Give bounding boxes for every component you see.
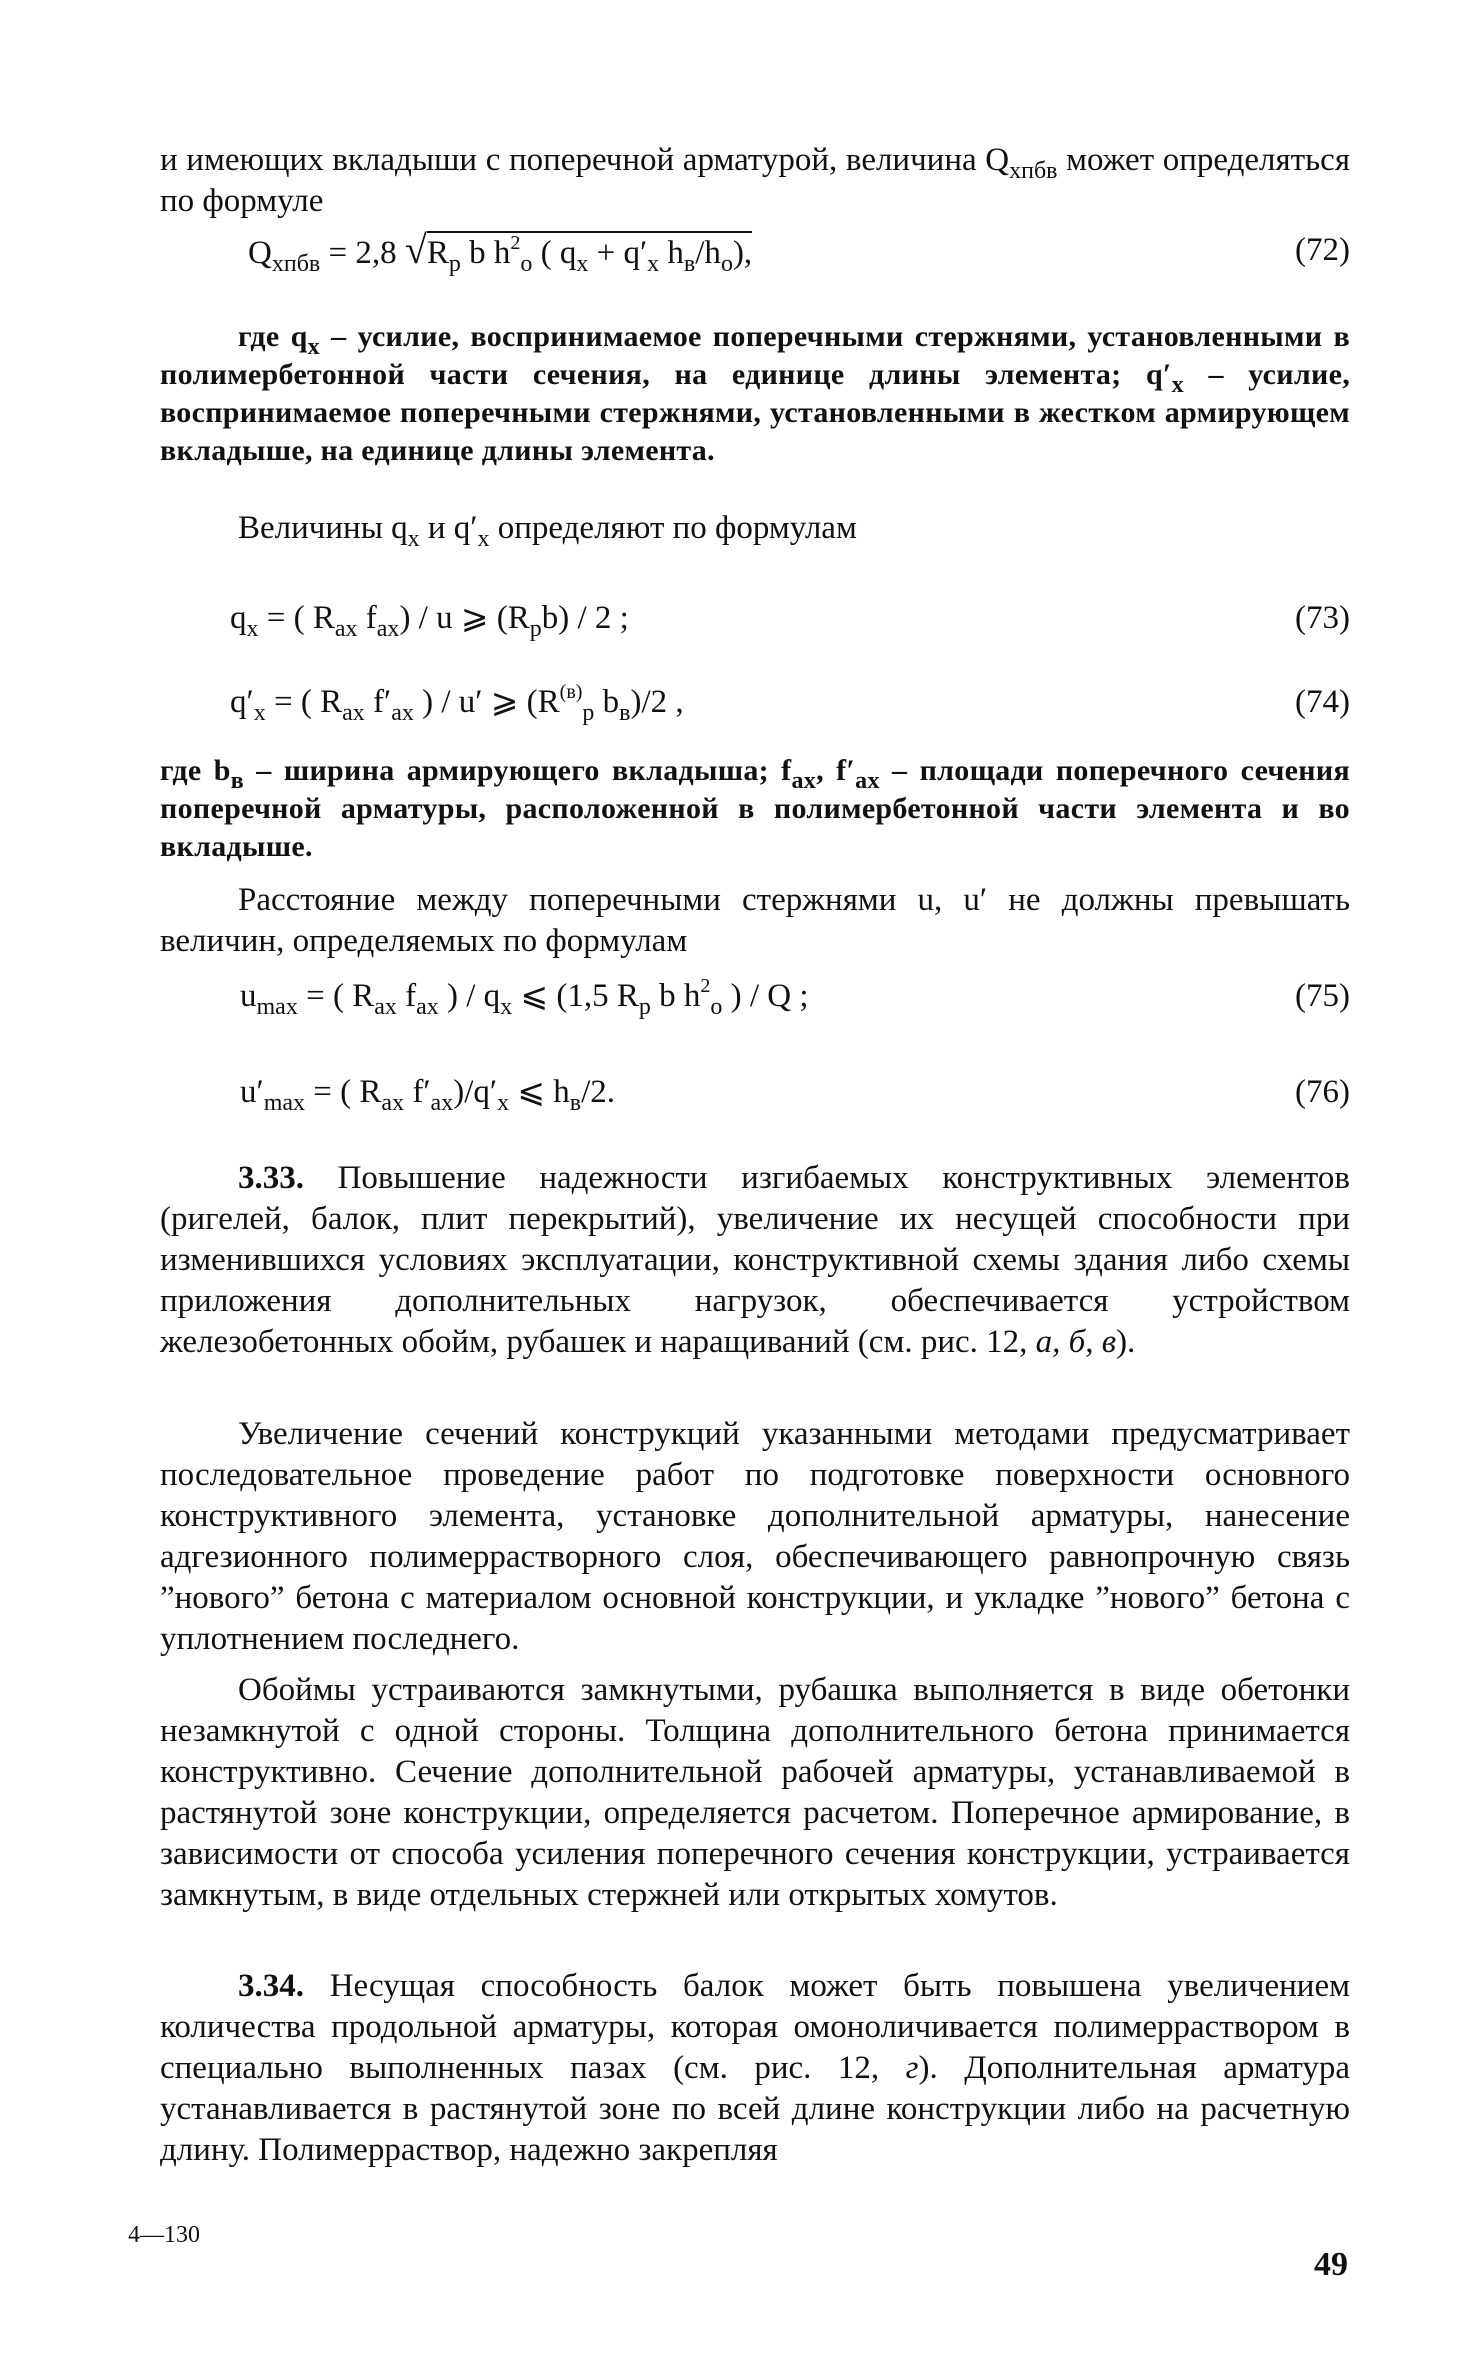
formula-73-number: (73): [1295, 600, 1350, 636]
increase-paragraph: Увеличение сечений конструкций указанными методами предусматривает последовательное проведение работ по подготовке поверхности основного конструктивного элемента, установке дополнительной арматуры, нанесение адгезионного полимеррастворного слоя, обеспечивающего равнопрочную связь ”нового” бетона с материалом основной конструкции, и укладке ”нового” бетона с уплотнением последнего.: [160, 1416, 1350, 1657]
formula-73-body: $q_x$ = ( $R_{ax}$ $f_{ax}$) / u ⩾ $(R_pb) / 2$ ;: [230, 600, 629, 642]
section-number: 3.34.: [238, 1968, 304, 2004]
formula-75: [160, 968, 1350, 1024]
formula-74-body: $q'_x$ = ( $R_{ax}$ $f'_{ax}$ ) / u′ ⩾ ($R^{(в)}_p$ $b_в)/2$ ,: [230, 681, 684, 726]
where-clause-2: где $b_в$ – ширина армирующего вкладыша; $f_{ax}$, $f'_{ax}$ – площади поперечного сечения поперечной арматуры, расположенной в полимербетонной части элемента и во вкладыше.: [160, 754, 1350, 863]
section-3-34: 3.34. Несущая способность балок может быть повышена увеличением количества продольной арматуры, которая омоноличивается полимерраствором в специально выполненных пазах (см. рис. 12, г). Дополнительная арматура устанавливается в растянутой зоне по всей длине конструкции либо на расчетную длину. Полимерраствор, надежно закрепляя: [160, 1968, 1350, 2168]
formula-72-body: $Q_{хпбв} = 2,8$ $√R_p$ b $h^2_o$ ( $q_x + q'_x$ $h_в/h_o$),: [248, 227, 753, 277]
values-intro: Величины $q_x$ и $q'_x$ определяют по формулам: [238, 510, 857, 552]
formula-74: [160, 674, 1350, 730]
formula-76: [160, 1064, 1350, 1120]
formula-76-number: (76): [1295, 1074, 1350, 1110]
formula-73: [160, 590, 1350, 646]
formula-75-number: (75): [1295, 978, 1350, 1014]
section-number: 3.33.: [238, 1160, 304, 1196]
where-clause-1: где $q_x$ – усилие, воспринимаемое поперечными стержнями, установленными в полимербетонной части сечения, на единице длины элемента; $q'_x$ – усилие, воспринимаемое поперечными стержнями, установленными в жестком армирующем вкладыше, на единице длины элемента.: [160, 320, 1350, 467]
intro-paragraph: и имеющих вкладыши с поперечной арматурой, величина $Q_{хпбв}$ может определяться по формуле: [160, 142, 1350, 219]
page-number: 49: [1314, 2246, 1348, 2283]
distance-paragraph: Расстояние между поперечными стержнями u, u′ не должны превышать величин, определяемых по формулам: [160, 882, 1350, 959]
signature-code: 4—130: [128, 2222, 200, 2248]
formula-76-body: $u'_{max}$ = ( $R_{ax}$ $f'_{ax})/q'_x$ ⩽ $h_в/2$.: [240, 1074, 616, 1116]
formula-72: [160, 222, 1350, 278]
section-3-33: 3.33. Повышение надежности изгибаемых конструктивных элементов (ригелей, балок, плит перекрытий), увеличение их несущей способности при изменившихся условиях эксплуатации, конструктивной схемы здания либо схемы приложения дополнительных нагрузок, обеспечивается устройством железобетонных обойм, рубашек и наращиваний (см. рис. 12, а, б, в).: [160, 1160, 1350, 1360]
formula-75-body: $u_{max}$ = ( $R_{ax}$ $f_{ax}$ ) / $q_x$ ⩽ (1,5 $R_p$ b $h^2_o$ ) / Q ;: [240, 975, 809, 1020]
formula-74-number: (74): [1295, 684, 1350, 720]
cages-paragraph: Обоймы устраиваются замкнутыми, рубашка выполняется в виде обетонки незамкнутой с одной стороны. Толщина дополнительного бетона принимается конструктивно. Сечение дополнительной рабочей арматуры, устанавливаемой в растянутой зоне конструкции, определяется расчетом. Поперечное армирование, в зависимости от способа усиления поперечного сечения конструкции, устраивается замкнутым, в виде отдельных стержней или открытых хомутов.: [160, 1672, 1350, 1913]
formula-72-number: (72): [1295, 232, 1350, 268]
